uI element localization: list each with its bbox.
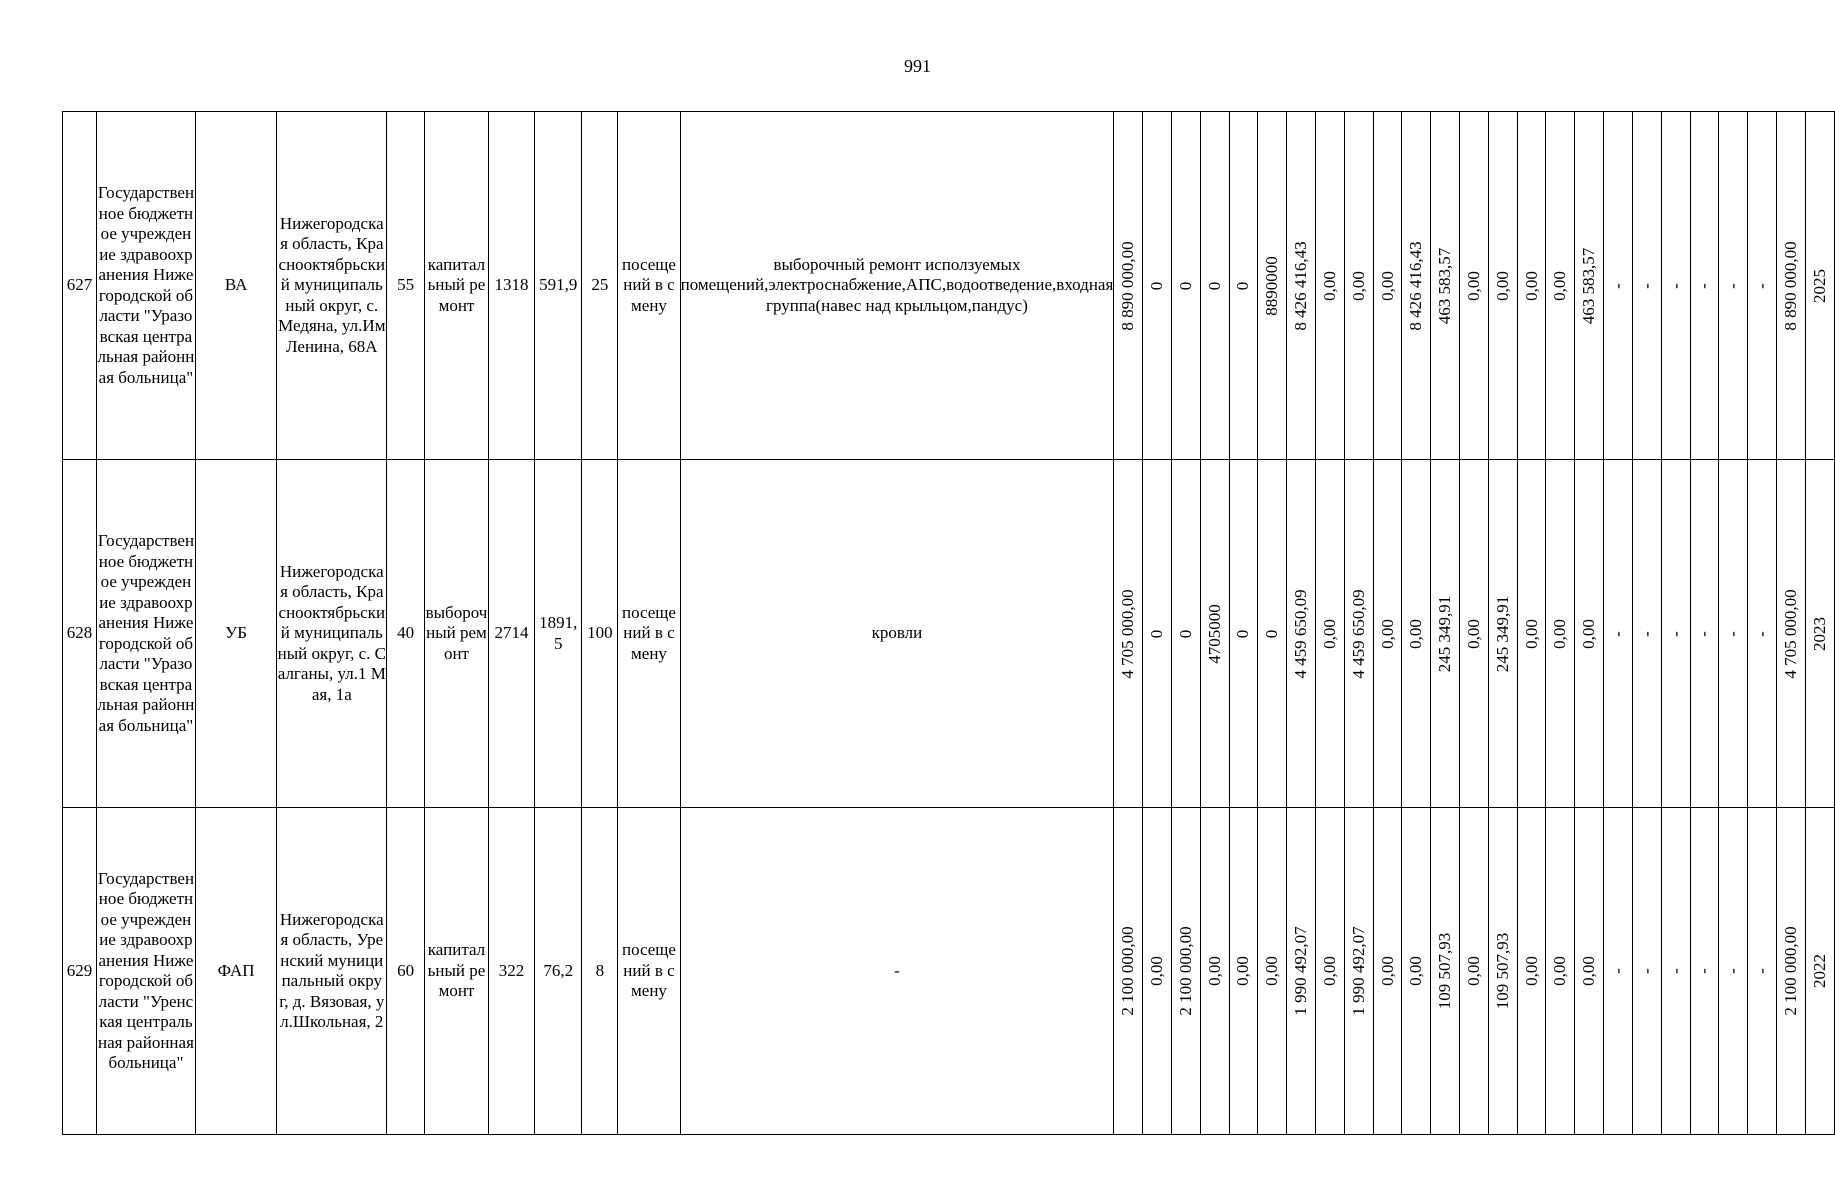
column-value-3: 1891,5 xyxy=(535,460,582,808)
work-type: капитальный ремонт xyxy=(424,112,488,460)
amount-cell xyxy=(1690,460,1719,808)
amount-value: 8890000 xyxy=(1262,255,1282,316)
amount-cell xyxy=(1402,460,1431,808)
amount-value: 0,00 xyxy=(1319,618,1339,649)
amount-cell xyxy=(1661,112,1690,460)
amount-cell xyxy=(1258,112,1287,460)
amount-value: 4 705 000,00 xyxy=(1780,588,1800,679)
amount-cell xyxy=(1315,112,1344,460)
amount-cell xyxy=(1229,112,1258,460)
amount-cell xyxy=(1632,460,1661,808)
amount-value: 1 990 492,07 xyxy=(1348,926,1368,1016)
amount-cell xyxy=(1460,460,1489,808)
amount-value: 4 705 000,00 xyxy=(1118,588,1138,679)
column-value-1: 60 xyxy=(387,808,425,1135)
facility-address: Нижегородская область, Краснооктябрьский муниципальный округ, с. Салганы, ул.1 Мая, 1а xyxy=(277,460,387,808)
amount-cell xyxy=(1373,808,1402,1135)
amount-cell xyxy=(1373,112,1402,460)
register-table xyxy=(62,111,1835,1135)
amount-cell xyxy=(1748,808,1777,1135)
amount-value: 0 xyxy=(1204,281,1224,290)
amount-cell xyxy=(1402,808,1431,1135)
amount-cell xyxy=(1344,112,1373,460)
amount-cell xyxy=(1546,808,1575,1135)
amount-value: 0,00 xyxy=(1262,956,1282,986)
amount-cell xyxy=(1690,808,1719,1135)
amount-value: 0,00 xyxy=(1492,270,1512,301)
organization-name: Государственное бюджетное учреждение здравоохранения Нижегородской области "Уразовская центральная районная больница" xyxy=(97,112,196,460)
amount-cell xyxy=(1171,460,1200,808)
amount-cell xyxy=(1719,112,1748,460)
amount-value: 8 890 000,00 xyxy=(1780,240,1800,331)
amount-value: 0,00 xyxy=(1406,956,1426,986)
amount-cell xyxy=(1517,112,1546,460)
work-type: выборочный ремонт xyxy=(424,460,488,808)
amount-cell xyxy=(1315,808,1344,1135)
amount-value: 109 507,93 xyxy=(1492,932,1512,1010)
column-value-2: 2714 xyxy=(488,460,534,808)
amount-value: - xyxy=(1636,968,1656,974)
amount-value: 463 583,57 xyxy=(1435,247,1455,324)
capacity-unit: посещений в смену xyxy=(618,808,680,1135)
amount-value: 2 100 000,00 xyxy=(1175,926,1195,1016)
amount-value: 0,00 xyxy=(1550,956,1570,986)
amount-cell xyxy=(1287,808,1316,1135)
amount-value: 0,00 xyxy=(1579,618,1599,649)
amount-cell xyxy=(1229,808,1258,1135)
amount-cell xyxy=(1546,112,1575,460)
amount-value: 0,00 xyxy=(1377,270,1397,301)
amount-value: 0,00 xyxy=(1233,956,1253,986)
amount-value: - xyxy=(1723,630,1743,637)
amount-cell xyxy=(1143,460,1172,808)
amount-value: - xyxy=(1608,630,1628,637)
amount-cell xyxy=(1575,460,1604,808)
amount-value: - xyxy=(1694,282,1714,289)
amount-cell xyxy=(1690,112,1719,460)
amount-cell xyxy=(1632,112,1661,460)
amount-value: - xyxy=(1636,282,1656,289)
column-value-1: 55 xyxy=(387,112,425,460)
work-description: кровли xyxy=(680,460,1114,808)
amount-value: 0 xyxy=(1147,281,1167,290)
amount-cell xyxy=(1373,460,1402,808)
amount-value: 109 507,93 xyxy=(1435,932,1455,1010)
amount-value: - xyxy=(1723,282,1743,289)
table-row xyxy=(63,808,1835,1135)
amount-value: 245 349,91 xyxy=(1435,595,1455,672)
amount-cell xyxy=(1143,112,1172,460)
amount-cell xyxy=(1171,112,1200,460)
amount-value: 245 349,91 xyxy=(1492,595,1512,672)
amount-value: - xyxy=(1608,968,1628,974)
amount-cell xyxy=(1488,460,1517,808)
amount-cell xyxy=(1431,808,1460,1135)
amount-cell xyxy=(1488,808,1517,1135)
amount-cell xyxy=(1460,112,1489,460)
amount-cell xyxy=(1171,808,1200,1135)
amount-cell xyxy=(1200,808,1229,1135)
amount-cell xyxy=(1546,460,1575,808)
amount-value: - xyxy=(1665,630,1685,637)
amount-cell xyxy=(1604,460,1633,808)
amount-value: - xyxy=(1665,282,1685,289)
amount-cell xyxy=(1258,808,1287,1135)
column-value-4: 100 xyxy=(582,460,618,808)
amount-cell xyxy=(1575,112,1604,460)
work-description: выборочный ремонт исползуемых помещений,электроснабжение,АПС,водоотведение,входная группа(навес над крыльцом,пандус) xyxy=(680,112,1114,460)
amount-cell xyxy=(1344,808,1373,1135)
amount-cell xyxy=(1661,460,1690,808)
page-number: 991 xyxy=(904,56,931,76)
amount-cell xyxy=(1776,112,1805,460)
amount-cell xyxy=(1517,808,1546,1135)
amount-cell xyxy=(1287,460,1316,808)
row-number: 627 xyxy=(63,112,97,460)
organization-name: Государственное бюджетное учреждение здравоохранения Нижегородской области "Уразовская центральная районная больница" xyxy=(97,460,196,808)
amount-value: 2025 xyxy=(1809,268,1829,303)
amount-value: 0,00 xyxy=(1550,618,1570,649)
amount-cell xyxy=(1200,112,1229,460)
amount-value: 0,00 xyxy=(1550,270,1570,301)
amount-cell xyxy=(1805,808,1834,1135)
work-description: - xyxy=(680,808,1114,1135)
amount-value: 0,00 xyxy=(1319,956,1339,986)
amount-cell xyxy=(1315,460,1344,808)
amount-cell xyxy=(1776,460,1805,808)
amount-value: 0,00 xyxy=(1463,956,1483,986)
amount-value: 0 xyxy=(1147,629,1167,638)
amount-value: 0,00 xyxy=(1406,618,1426,649)
amount-cell xyxy=(1604,112,1633,460)
amount-cell xyxy=(1143,808,1172,1135)
amount-value: 0,00 xyxy=(1377,618,1397,649)
amount-value: - xyxy=(1636,630,1656,637)
amount-value: 8 890 000,00 xyxy=(1118,240,1138,331)
amount-cell xyxy=(1575,808,1604,1135)
column-value-1: 40 xyxy=(387,460,425,808)
amount-value: 2 100 000,00 xyxy=(1118,926,1138,1016)
amount-value: - xyxy=(1694,630,1714,637)
amount-cell xyxy=(1748,460,1777,808)
amount-value: 8 426 416,43 xyxy=(1291,240,1311,331)
column-value-3: 76,2 xyxy=(535,808,582,1135)
amount-value: 4 459 650,09 xyxy=(1291,588,1311,679)
amount-value: - xyxy=(1752,282,1772,289)
amount-cell xyxy=(1805,112,1834,460)
amount-value: 0 xyxy=(1262,629,1282,638)
amount-cell xyxy=(1460,808,1489,1135)
table-row xyxy=(63,460,1835,808)
amount-cell xyxy=(1632,808,1661,1135)
amount-cell xyxy=(1114,808,1143,1135)
column-value-2: 1318 xyxy=(488,112,534,460)
amount-value: 0 xyxy=(1233,629,1253,638)
amount-cell xyxy=(1805,460,1834,808)
amount-cell xyxy=(1719,460,1748,808)
amount-cell xyxy=(1402,112,1431,460)
amount-cell xyxy=(1661,808,1690,1135)
amount-value: 2023 xyxy=(1809,616,1829,651)
amount-cell xyxy=(1604,808,1633,1135)
amount-value: 463 583,57 xyxy=(1579,247,1599,324)
amount-value: 2022 xyxy=(1809,954,1829,988)
amount-value: 0,00 xyxy=(1319,270,1339,301)
amount-value: 0,00 xyxy=(1463,270,1483,301)
capacity-unit: посещений в смену xyxy=(618,460,680,808)
facility-type: УБ xyxy=(195,460,277,808)
work-type: капитальный ремонт xyxy=(424,808,488,1135)
amount-cell xyxy=(1258,460,1287,808)
amount-value: 0,00 xyxy=(1147,956,1167,986)
amount-value: 4 459 650,09 xyxy=(1348,588,1368,679)
amount-cell xyxy=(1776,808,1805,1135)
facility-type: ВА xyxy=(195,112,277,460)
amount-cell xyxy=(1200,460,1229,808)
facility-type: ФАП xyxy=(195,808,277,1135)
column-value-3: 591,9 xyxy=(535,112,582,460)
column-value-2: 322 xyxy=(488,808,534,1135)
amount-value: 0,00 xyxy=(1521,956,1541,986)
amount-cell xyxy=(1287,112,1316,460)
amount-cell xyxy=(1431,460,1460,808)
amount-cell xyxy=(1431,112,1460,460)
amount-cell xyxy=(1114,460,1143,808)
amount-value: 8 426 416,43 xyxy=(1406,240,1426,331)
amount-value: 0,00 xyxy=(1521,618,1541,649)
amount-cell xyxy=(1488,112,1517,460)
amount-value: - xyxy=(1752,630,1772,637)
amount-value: 0 xyxy=(1175,281,1195,290)
amount-value: 0 xyxy=(1175,629,1195,638)
amount-cell xyxy=(1719,808,1748,1135)
amount-value: 0,00 xyxy=(1377,956,1397,986)
amount-value: - xyxy=(1608,282,1628,289)
amount-cell xyxy=(1229,460,1258,808)
facility-address: Нижегородская область, Уренский муниципальный округ, д. Вязовая, ул.Школьная, 2 xyxy=(277,808,387,1135)
amount-value: - xyxy=(1723,968,1743,974)
amount-value: 0,00 xyxy=(1521,270,1541,301)
amount-value: 0,00 xyxy=(1348,270,1368,301)
amount-cell xyxy=(1114,112,1143,460)
column-value-4: 25 xyxy=(582,112,618,460)
amount-cell xyxy=(1344,460,1373,808)
column-value-4: 8 xyxy=(582,808,618,1135)
amount-value: 0 xyxy=(1233,281,1253,290)
row-number: 629 xyxy=(63,808,97,1135)
amount-value: - xyxy=(1665,968,1685,974)
amount-cell xyxy=(1748,112,1777,460)
facility-address: Нижегородская область, Краснооктябрьский муниципальный округ, с. Медяна, ул.Им Ленина, 68А xyxy=(277,112,387,460)
amount-value: 0,00 xyxy=(1463,618,1483,649)
organization-name: Государственное бюджетное учреждение здравоохранения Нижегородской области "Уренская центральная районная больница" xyxy=(97,808,196,1135)
amount-value: 0,00 xyxy=(1204,956,1224,986)
capacity-unit: посещений в смену xyxy=(618,112,680,460)
amount-value: - xyxy=(1752,968,1772,974)
row-number: 628 xyxy=(63,460,97,808)
amount-value: 0,00 xyxy=(1579,956,1599,986)
amount-value: - xyxy=(1694,968,1714,974)
amount-cell xyxy=(1517,460,1546,808)
amount-value: 1 990 492,07 xyxy=(1291,926,1311,1016)
table-row xyxy=(63,112,1835,460)
amount-value: 2 100 000,00 xyxy=(1780,926,1800,1016)
amount-value: 4705000 xyxy=(1204,603,1224,664)
